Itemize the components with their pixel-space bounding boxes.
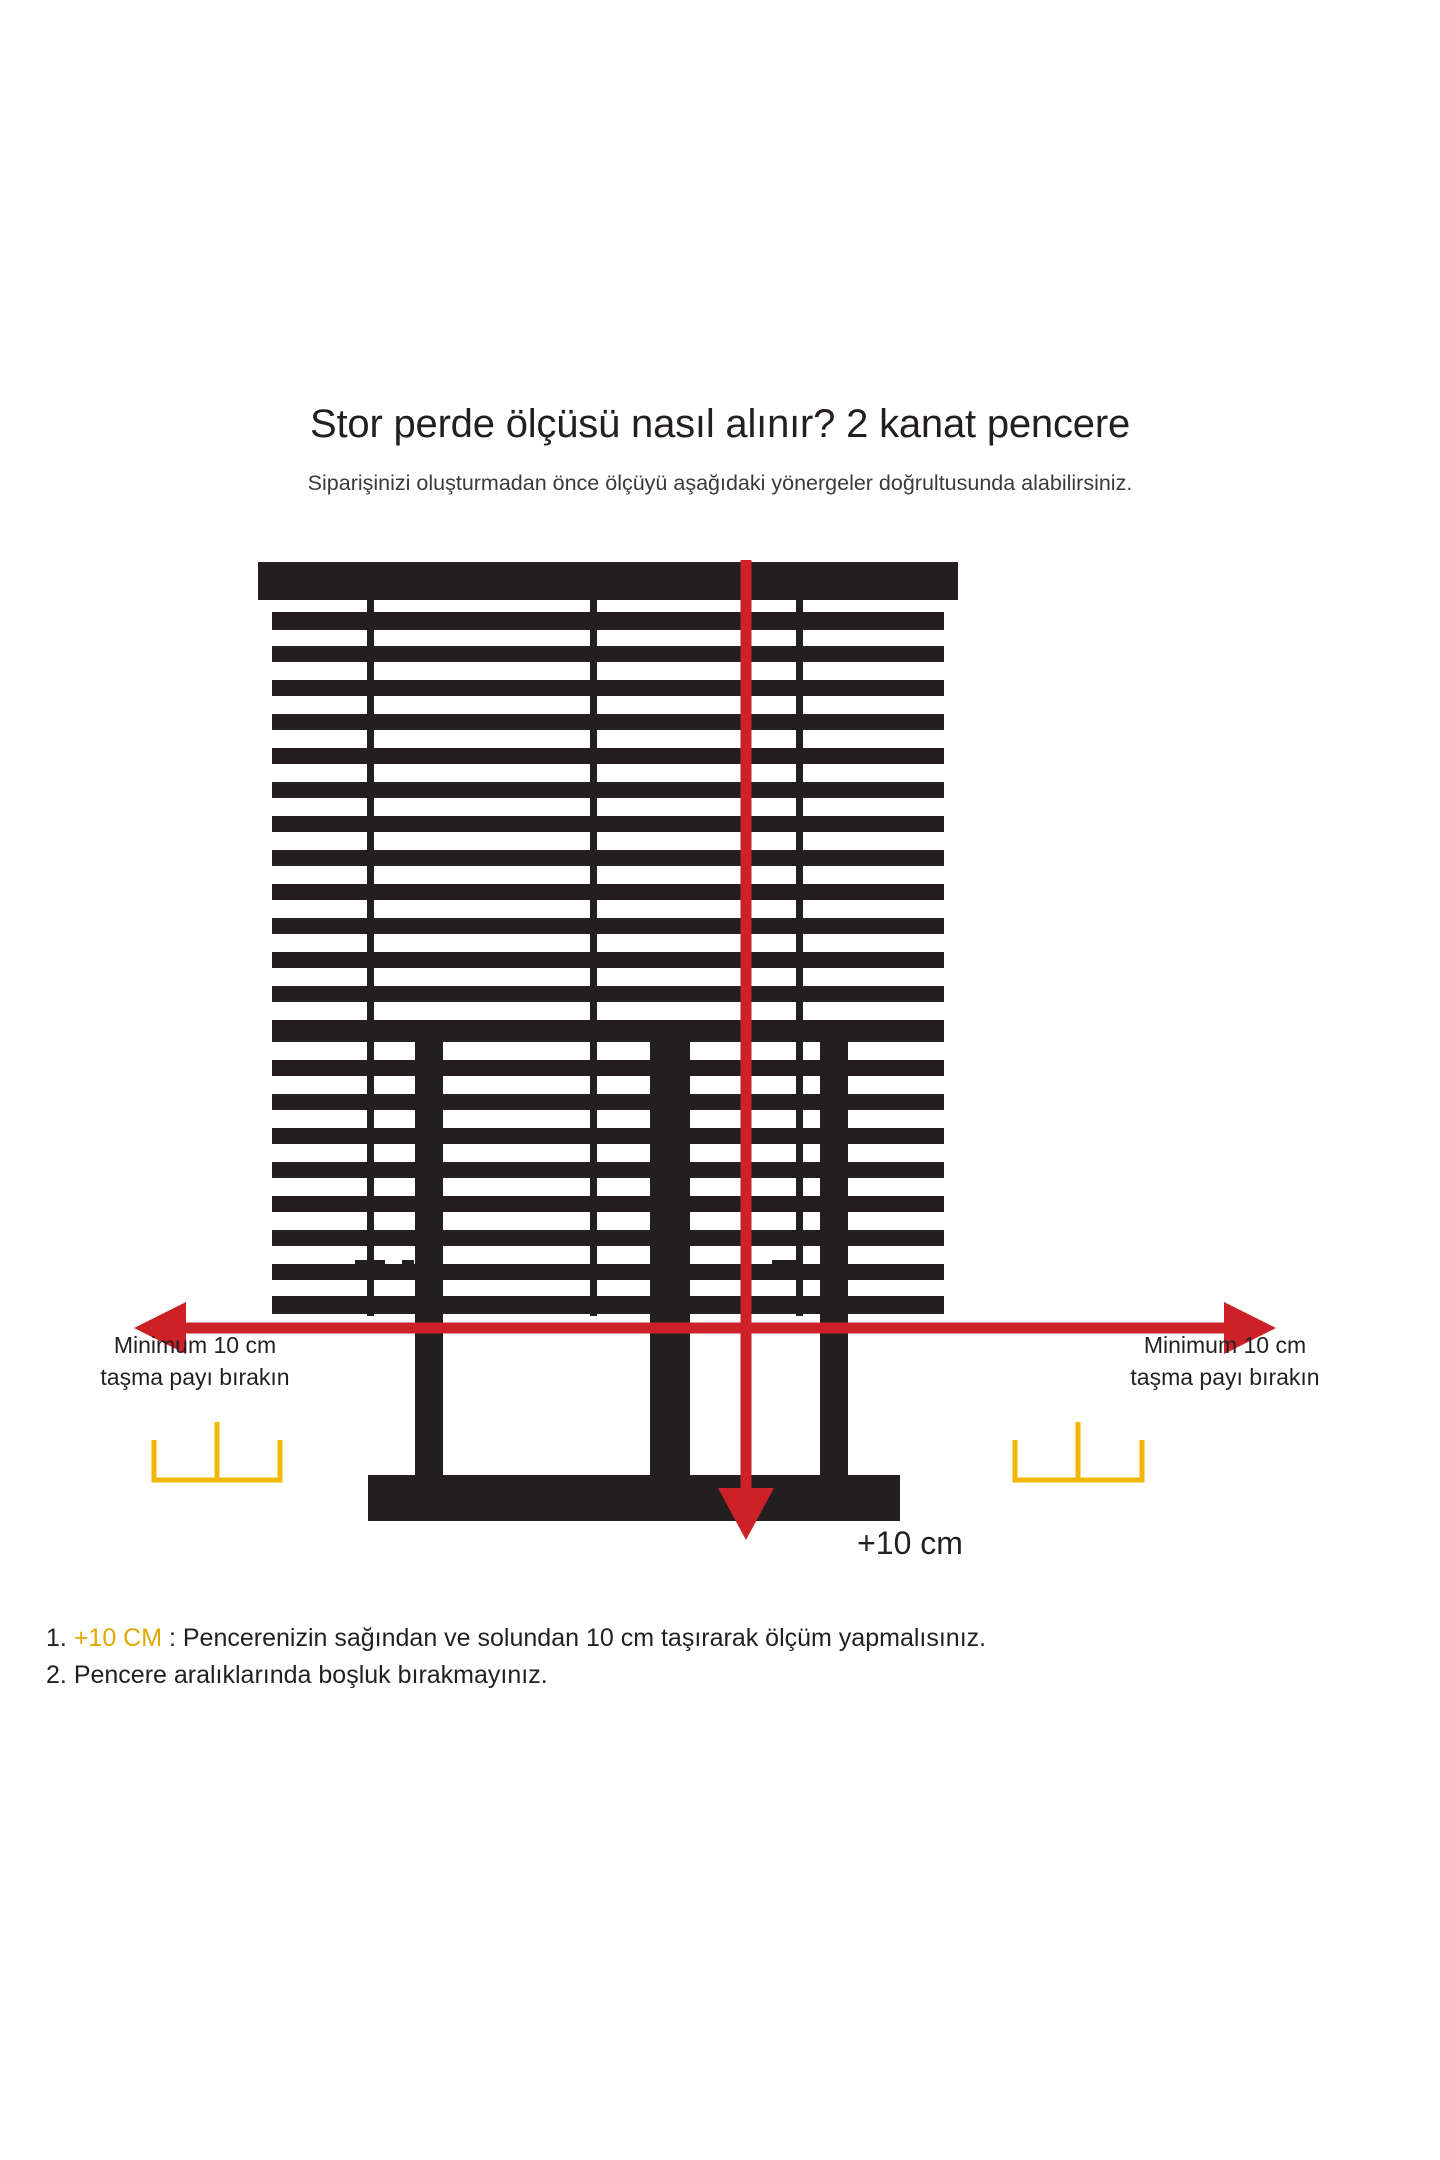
note-2-number: 2. — [46, 1660, 67, 1689]
left-overhang-label — [35, 1330, 355, 1393]
right-overhang-bracket — [1015, 1422, 1142, 1480]
page-subtitle: Siparişinizi oluşturmadan önce ölçüyü aşağıdaki yönergeler doğrultusunda alabilirsiniz. — [307, 471, 1133, 495]
page-title: Stor perde ölçüsü nasıl alınır? 2 kanat pencere — [310, 402, 1130, 446]
left-overhang-bracket — [154, 1422, 280, 1480]
note-1-number: 1. — [46, 1624, 67, 1652]
heading-block — [0, 400, 1440, 498]
right-overhang-label — [1060, 1330, 1390, 1393]
measurement-diagram — [120, 560, 1320, 1600]
note-item-1 — [46, 1620, 1406, 1657]
right-overhang-label-line1: Minimum 10 cm — [1143, 1332, 1307, 1358]
venetian-blind-group — [258, 562, 958, 1316]
note-1-highlight: +10 CM — [73, 1624, 163, 1652]
note-2-text: Pencere aralıklarında boşluk bırakmayınız. — [73, 1660, 548, 1689]
left-overhang-label-line1: Minimum 10 cm — [113, 1332, 277, 1358]
note-1-text: : Pencerenizin sağından ve solundan 10 cm taşırarak ölçüm yapmalısınız. — [162, 1624, 987, 1652]
vertical-drop-arrow — [718, 560, 774, 1540]
notes-block — [46, 1620, 1406, 1693]
left-overhang-label-line2: taşma payı bırakın — [100, 1363, 290, 1390]
right-overhang-label-line2: taşma payı bırakın — [1130, 1363, 1320, 1390]
note-item-2 — [46, 1657, 1406, 1694]
window-frame-group — [368, 1040, 900, 1521]
bottom-drop-label: +10 cm — [857, 1525, 963, 1561]
